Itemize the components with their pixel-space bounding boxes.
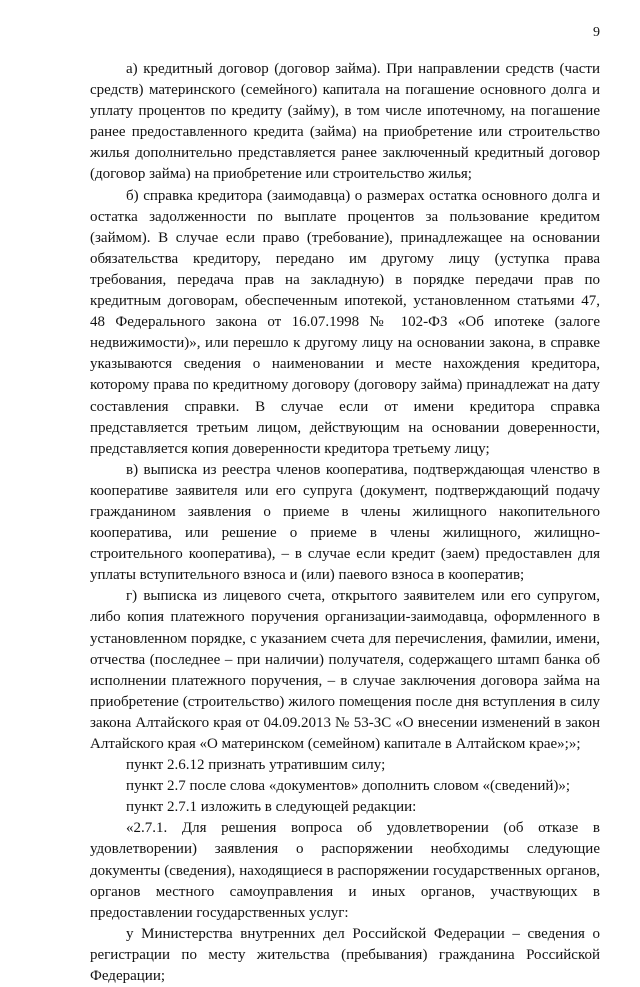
- paragraph-clause-2-7-1-text: «2.7.1. Для решения вопроса об удовлетворении (об отказе в удовлетворении) заявления о распоряжении необходимы следующие документы (сведения), находящиеся в распоряжении государственных органов, органов местного самоуправления и иных органов, участвующих в предоставлении государственных услуг:: [90, 820, 600, 921]
- document-body: [90, 59, 600, 987]
- paragraph-cooperative-extract: в) выписка из реестра членов кооператива, подтверждающая членство в кооперативе заявителя или его супруга (документ, подтверждающий подачу гражданином заявления о приеме в члены жилищного накопительного кооператива, или решение о приеме в члены жилищного, жилищно-строительного кооператива), – в случае если кредит (заем) предоставлен для уплаты вступительного взноса и (или) паевого взноса в кооператив;: [90, 461, 600, 584]
- paragraph-clause-2-7-1: пункт 2.7.1 изложить в следующей редакции:: [126, 799, 417, 816]
- paragraph-clause-2-7: пункт 2.7 после слова «документов» дополнить словом «(сведений)»;: [126, 778, 571, 795]
- paragraph-account-extract: г) выписка из лицевого счета, открытого заявителем или его супругом, либо копия платежного поручения организации-заимодавца, оформленного в установленном порядке, с указанием счета для перечисления, фамилии, имени, отчества (последнее – при наличии) получателя, содержащего штамп банка об исполнении платежного поручения, – в случае заключения договора займа на приобретение (строительство) жилого помещения после дня вступления в силу закона Алтайского края от 04.09.2013 № 53-ЗС «О внесении изменений в закон Алтайского края «О материнском (семейном) капитале в Алтайском крае»;»;: [90, 588, 600, 752]
- paragraph-ministry-interior: у Министерства внутренних дел Российской Федерации – сведения о регистрации по месту жительства (пребывания) гражданина Российской Федерации;: [90, 925, 600, 985]
- paragraph-credit-agreement: а) кредитный договор (договор займа). При направлении средств (части средств) материнского (семейного) капитала на погашение основного долга и уплату процентов по кредиту (займу), в том числе ипотечному, на погашение ранее предоставленного кредита (займа) на приобретение или строительство жилья дополнительно представляется ранее заключенный кредитный договор (договор займа) на приобретение или строительство жилья;: [90, 61, 600, 183]
- paragraph-clause-2-6-12: пункт 2.6.12 признать утратившим силу;: [126, 757, 386, 774]
- page-number: 9: [593, 25, 600, 40]
- paragraph-creditor-certificate: б) справка кредитора (заимодавца) о размерах остатка основного долга и остатка задолженности по выплате процентов за пользование кредитом (займом). В случае если право (требование), принадлежащее на основании обязательства кредитору, передано им другому лицу (уступка права требования, передача прав на закладную) в порядке передачи прав по кредитным договорам, обеспеченным ипотекой, установленном статьями 47, 48 Федерального закона от 16.07.1998 № 102-ФЗ «Об ипотеке (залоге недвижимости)», или перешло к другому лицу на основании закона, в справке указываются сведения о наименовании и месте нахождения кредитора, которому права по кредитному договору (договору займа) принадлежат на дату составления справки. В случае если от имени кредитора справка представляется третьим лицом, действующим на основании доверенности, представляется копия доверенности кредитора третьему лицу;: [90, 187, 600, 457]
